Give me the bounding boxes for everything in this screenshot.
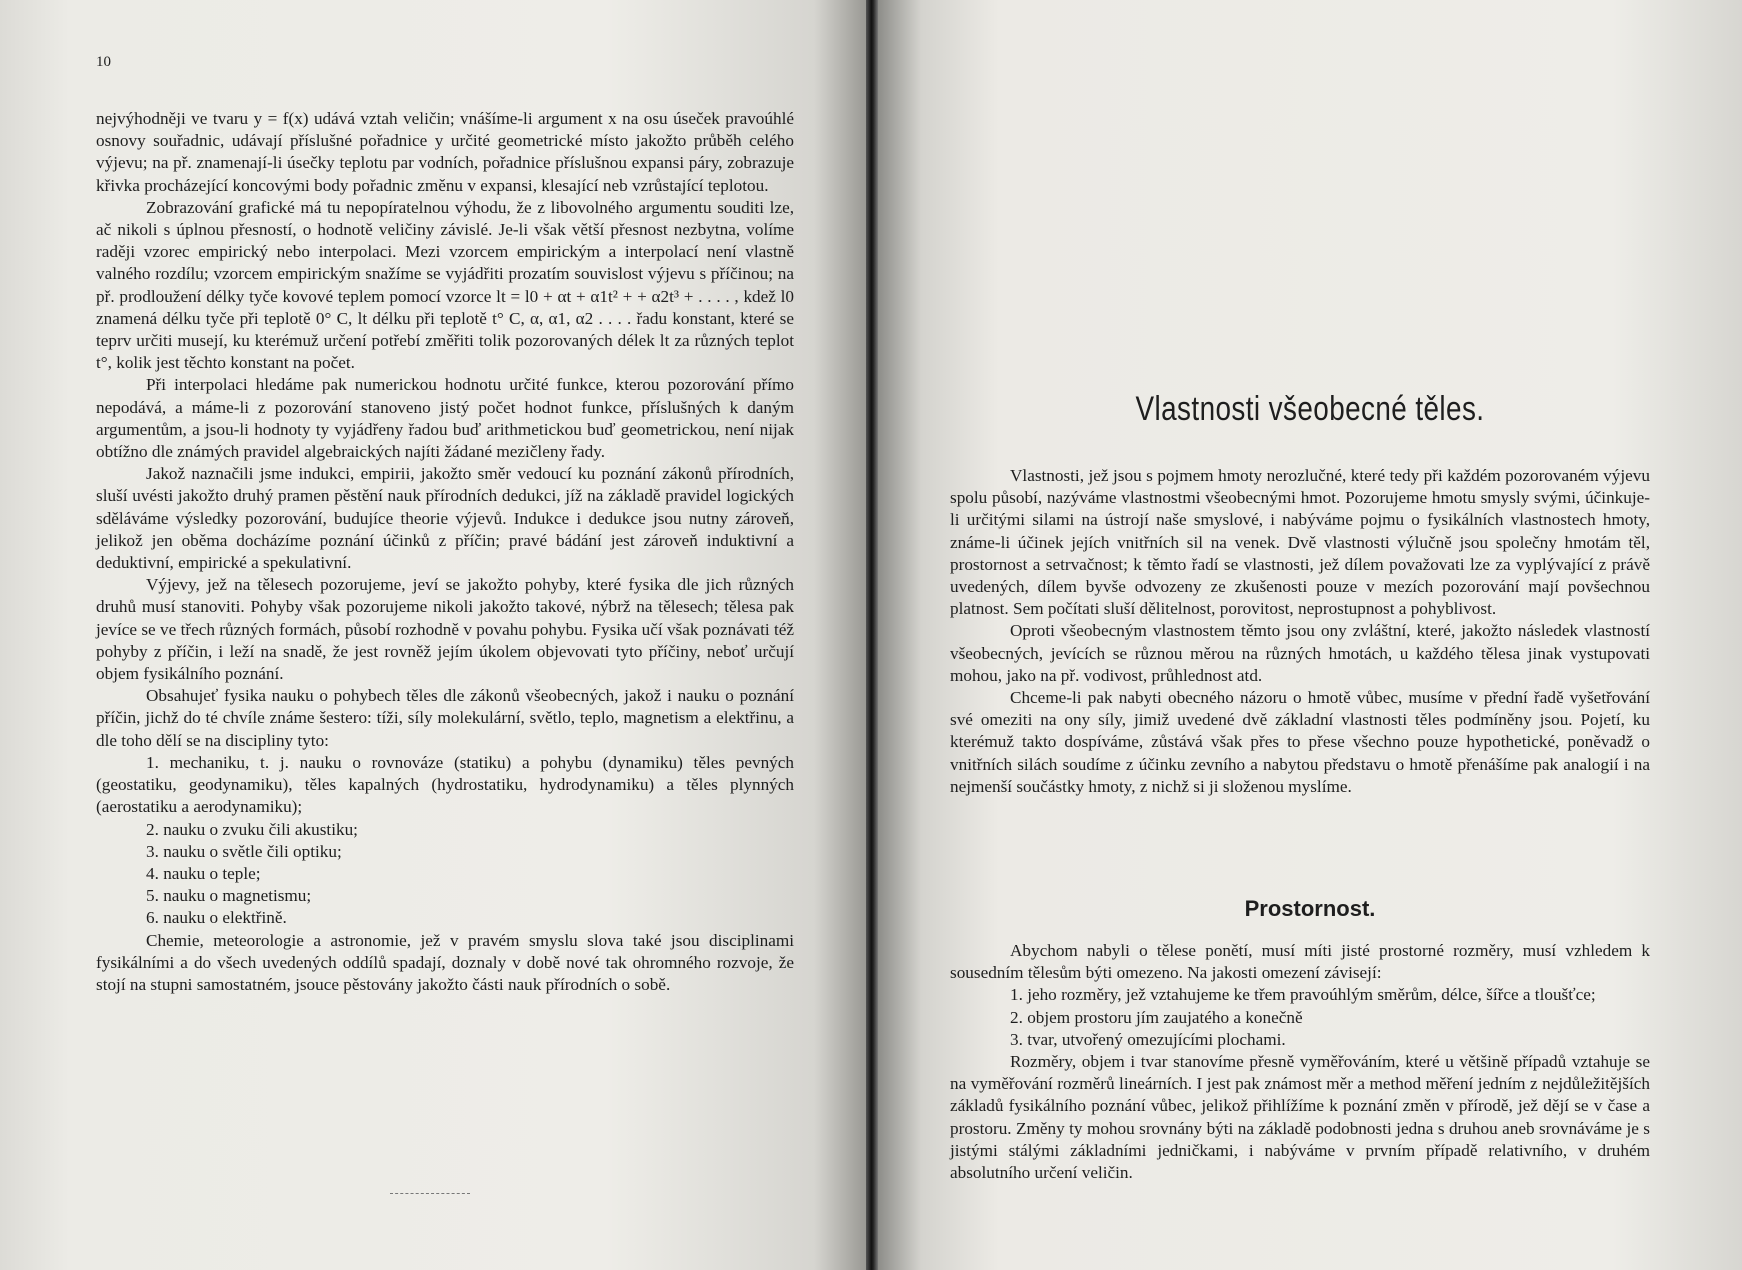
right-page (878, 0, 1742, 1270)
paragraph: Chemie, meteorologie a astronomie, jež v pravém smyslu slova také jsou disciplinami fysikálními a do všech uvedených oddílů spadají, doznaly v době nové tak ohromného rozvoje, že stojí na stupni samostatném, jsouce pěstovány jakožto části nauk přírodních o sobě. (96, 930, 794, 994)
list-item: 5. nauku o magnetismu; (146, 886, 312, 906)
left-page-text (96, 108, 794, 996)
paragraph: Oproti všeobecným vlastnostem těmto jsou ony zvláštní, které, jakožto následek vlastností všeobecných, jevících se různou měrou na různých hmotách, u každého tělesa jinak vystupovati mohou, jako na př. vodivost, průhlednost atd. (950, 621, 1650, 685)
list-item: 4. nauku o teple; (146, 863, 261, 883)
list-item: 2. nauku o zvuku čili akustiku; (146, 819, 358, 839)
chapter-intro-text (950, 465, 1650, 798)
chapter-heading: Vlastnosti všeobecné těles. (1135, 390, 1485, 428)
list-item: 1. mechaniku, t. j. nauku o rovnováze (statiku) a pohybu (dynamiku) těles pevných (geostatiku, geodynamiku), těles kapalných (hydrostatiku, hydrodynamiku) a těles plynných (aerostatiku a aerodynamiku); (96, 752, 794, 817)
paragraph: nejvýhodněji ve tvaru y = f(x) udává vztah veličin; vnášíme-li argument x na osu úseček pravoúhlé osnovy souřadnic, udávají příslušné pořadnice y určité geometrické místo jakožto průběh celého výjevu; na př. znamenají-li úsečky teplotu par vodních, pořadnice příslušnou expansi páry, zobrazuje křivka procházející koncovými body pořadnic změnu v expansi, klesající neb vzrůstající teplotou. (96, 109, 794, 195)
paragraph: Obsahujeť fysika nauku o pohybech těles dle zákonů všeobecných, jakož i nauku o poznání příčin, jichž do té chvíle známe šestero: tíži, síly molekulární, světlo, teplo, magnetism a elektřinu, a dle toho dělí se na discipliny tyto: (96, 686, 794, 750)
list-item: 2. objem prostoru jím zaujatého a konečně (1010, 1007, 1303, 1027)
paragraph: Abychom nabyli o tělese ponětí, musí míti jisté prostorné rozměry, musí vzhledem k sousedním tělesům býti omezeno. Na jakosti omezení závisejí: (950, 941, 1650, 983)
section-text (950, 940, 1650, 1184)
list-item: 1. jeho rozměry, jež vztahujeme ke třem pravoúhlým směrům, délce, šířce a tloušťce; (1010, 985, 1596, 1005)
paragraph: Vlastnosti, jež jsou s pojmem hmoty nerozlučné, které tedy při každém pozorovaném výjevu spolu působí, nazýváme vlastnostmi všeobecnými hmot. Pozorujeme hmotu smysly svými, účinkuje-li určitými silami na ústrojí naše smyslové, i nabýváme pojmu o fysikálních vlastnostech hmoty, známe-li účinek jejích vnitřních sil na venek. Dvě vlastnosti výlučně jsou společny hmotám těl, prostornost a setrvačnost; k těmto řadí se vlastnosti, jež dílem považovati lze za vyplývající z právě uvedených, dílem byvše odvozeny ze zkušenosti pouze v mezích pozorování mají povšechnou platnost. Sem počítati sluší dělitelnost, porovitost, neprostupnost a pohyblivost. (950, 466, 1650, 619)
paragraph: Zobrazování grafické má tu nepopíratelnou výhodu, že z libovolného argumentu souditi lze, ač nikoli s úplnou přesností, o hodnotě veličiny závislé. Je-li však větší přesnost nezbytna, volíme raději vzorec empirický nebo interpolaci. Mezi vzorcem empirickým a interpolací není vlastně valného rozdílu; vzorcem empirickým snažíme se vyjádřiti prozatím souvislost výjevu s příčinou; na př. prodloužení délky tyče kovové teplem pomocí vzorce lt = l0 + αt + α1t² + + α2t³ + . . . . , kdež l0 znamená délku tyče při teplotě 0° C, lt délku při teplotě t° C, α, α1, α2 . . . . řadu konstant, které se teprv určiti musejí, ku kterémuž určení potřebí změřiti tolik pozorovaných délek lt za různých teplot t°, kolik jest těchto konstant na počet. (96, 197, 794, 373)
list-item: 6. nauku o elektřině. (146, 908, 287, 928)
list-item: 3. nauku o světle čili optiku; (146, 841, 342, 861)
book-gutter (866, 0, 878, 1270)
paragraph: Při interpolaci hledáme pak numerickou hodnotu určité funkce, kterou pozorování přímo nepodává, a máme-li z pozorování stanoveno jistý počet hodnot funkce, příslušných k daným argumentům, a jsou-li hodnoty ty vyjádřeny řadou buď arithmetickou buď geometrickou, není nijak obtížno dle známých pravidel algebraických najíti žádané mezičleny řady. (96, 375, 794, 462)
page-number: 10 (96, 54, 111, 70)
paragraph: Rozměry, objem i tvar stanovíme přesně vyměřováním, které u většině případů vztahuje se na vyměřování rozměrů lineárních. I jest pak známost měr a method měření jedním z nejdůležitějších základů fysikálního poznání vůbec, jelikož přihlížíme k poznání změn v přírodě, jež dějí se v čase a prostoru. Změny ty mohou srovnány býti na základě podobnosti jedna s druhou aneb srovnáváme je s jistými stálými základními jedničkami, i nabýváme v prvním případě relativního, v druhém absolutního určení veličin. (950, 1052, 1650, 1183)
left-page (0, 0, 866, 1270)
paragraph: Jakož naznačili jsme indukci, empirii, jakožto směr vedoucí ku poznání zákonů přírodních, sluší uvésti jakožto druhý pramen pěstění nauk přírodních dedukci, jíž na základě pravidel logických sděláváme výsledky pozorování, budujíce theorie výjevů. Indukce i dedukce jsou nutny zároveň, jelikož jen oběma docházíme poznání účinků z příčin; pravé bádání jest zároveň induktivní a deduktivní, empirické a spekulativní. (96, 464, 794, 573)
list-item: 3. tvar, utvořený omezujícími plochami. (1010, 1029, 1286, 1049)
paragraph: Chceme-li pak nabyti obecného názoru o hmotě vůbec, musíme v přední řadě vyšetřování své omeziti na ony síly, jimiž uvedené dvě základní vlastnosti těles podmíněny jsou. Pojetí, ku kterémuž takto dospíváme, zůstává však přes to přese všechno pouze hypothetické, poněvadž o vnitřních silách soudíme z účinku zevního a nabytou představu o hmotě přenášíme pak analogií i na nejmenší součástky hmoty, z nichž si ji složenou myslíme. (950, 688, 1650, 796)
paragraph: Výjevy, jež na tělesech pozorujeme, jeví se jakožto pohyby, které fysika dle jich různých druhů musí stanoviti. Pohyby však pozorujeme nikoli jakožto takové, nýbrž na tělesech; tělesa pak jevíce se ve třech různých formách, působí rozhodně v povahu pohybu. Fysika učí však poznávati též pohyby z příčin, i leží na snadě, že jest rovněž jejím úkolem objevovati tyto příčiny, neboť určují objem fysikálního poznání. (96, 575, 794, 684)
end-ornament (390, 1190, 470, 1194)
section-heading: Prostornost. (1244, 896, 1376, 921)
